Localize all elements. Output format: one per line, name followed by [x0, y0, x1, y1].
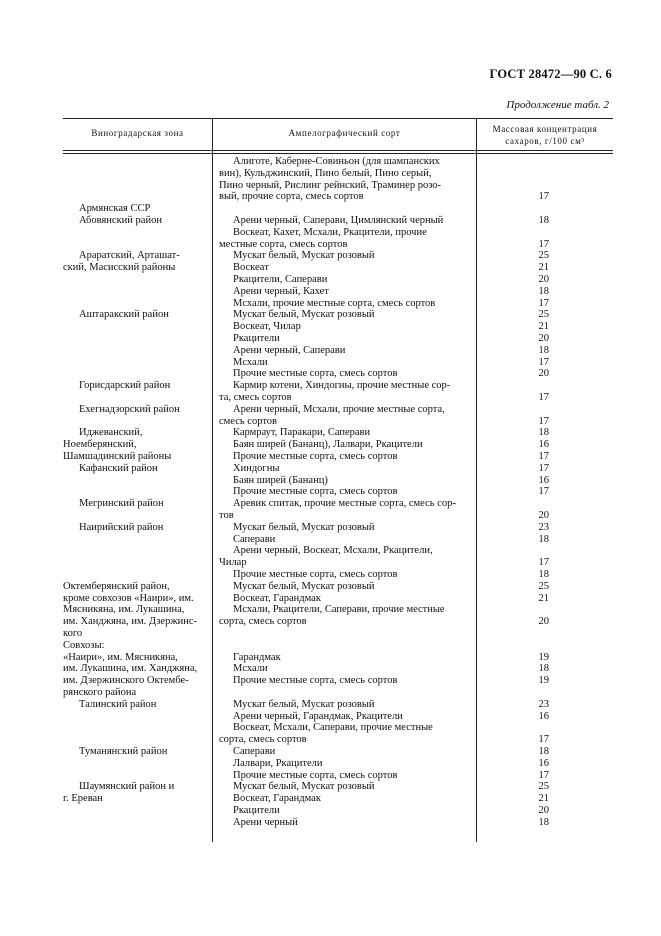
- table-cell-variety: тов: [219, 510, 234, 521]
- table-cell-variety: Прочие местные сорта, смесь сортов: [233, 569, 398, 580]
- header-bottom-border-double: [63, 153, 613, 154]
- table-cell-variety: та, смесь сортов: [219, 392, 292, 403]
- table-cell-sugar: 18: [538, 816, 549, 828]
- table-cell-variety: Мсхали: [233, 356, 268, 368]
- table-cell-zone: Туманянский район: [79, 746, 168, 757]
- table-cell-zone: г. Ереван: [63, 793, 103, 805]
- table-cell-variety: Воскеат, Кахет, Мсхали, Ркацители, прочие: [233, 226, 427, 238]
- table-cell-zone: кого: [63, 628, 83, 639]
- table-cell-sugar: 18: [538, 215, 549, 226]
- table-cell-variety: Прочие местные сорта, смесь сортов: [233, 451, 398, 462]
- table-cell-sugar: 17: [538, 415, 549, 427]
- table-cell-variety: Мускат белый, Мускат розовый: [233, 309, 375, 321]
- table-cell-sugar: 19: [538, 651, 549, 663]
- table-cell-variety: Лалвари, Ркацители: [233, 757, 323, 769]
- table-cell-sugar: 18: [538, 746, 549, 757]
- table-cell-variety: Кармир котени, Хиндогны, прочие местные сор-: [233, 380, 451, 392]
- table-cell-zone: Мегринский район: [79, 498, 164, 510]
- table-cell-sugar: 18: [538, 344, 549, 356]
- table-cell-variety: Мускат белый, Мускат розовый: [233, 698, 375, 710]
- header-bottom-border: [63, 150, 613, 151]
- table-cell-variety: Ркацители: [233, 333, 280, 344]
- table-cell-variety: Пино черный, Рислинг рейнский, Траминер розо-: [219, 179, 442, 191]
- table-cell-sugar: 25: [538, 580, 549, 592]
- table-cell-variety: Саперави: [233, 746, 276, 757]
- table-cell-variety: Мускат белый, Мускат розовый: [233, 521, 375, 533]
- table-cell-variety: Мсхали, Ркацители, Саперави, прочие местные: [233, 604, 445, 616]
- table-cell-sugar: 20: [538, 616, 549, 628]
- table-cell-variety: Арени черный, Мсхали, прочие местные сорта,: [233, 403, 445, 415]
- column-header-variety: Ампелографический сорт: [288, 128, 401, 138]
- table-cell-variety: Мускат белый, Мускат розовый: [233, 781, 375, 793]
- table-cell-zone: Шамшадинский районы: [63, 451, 172, 462]
- table-cell-variety: местные сорта, смесь сортов: [219, 238, 348, 250]
- table-cell-sugar: 25: [538, 250, 549, 262]
- table-cell-variety: Саперави: [233, 533, 276, 545]
- table-cell-sugar: 20: [538, 274, 549, 285]
- table-cell-variety: смесь сортов: [219, 415, 277, 427]
- table-cell-variety: Воскеат, Мсхали, Саперави, прочие местные: [233, 722, 433, 734]
- table-cell-variety: Кармраут, Паракари, Саперави: [233, 427, 371, 439]
- table-cell-sugar: 20: [538, 510, 549, 521]
- table-cell-sugar: 17: [538, 297, 549, 309]
- table-cell-sugar: 17: [538, 191, 549, 203]
- table-cell-sugar: 23: [538, 698, 549, 710]
- table-cell-variety: Мсхали, прочие местные сорта, смесь сортов: [233, 297, 436, 309]
- table-cell-variety: Баян ширей (Бананц): [233, 474, 328, 486]
- table-cell-sugar: 17: [538, 356, 549, 368]
- table-cell-sugar: 21: [538, 321, 549, 333]
- table-cell-sugar: 17: [538, 486, 549, 498]
- table-cell-zone: Горисдарский район: [79, 380, 171, 392]
- document-title: ГОСТ 28472—90 С. 6: [489, 67, 612, 81]
- table-cell-zone: Кафанский район: [79, 462, 158, 474]
- table-cell-zone: «Наири», им. Мясникяна,: [63, 651, 178, 663]
- table-cell-sugar: 16: [538, 710, 549, 722]
- table-cell-sugar: 20: [538, 333, 549, 344]
- table-cell-zone: рянского района: [63, 687, 137, 698]
- table-cell-zone: Ноемберянский,: [63, 439, 137, 451]
- table-cell-variety: сорта, смесь сортов: [219, 734, 307, 746]
- table-cell-sugar: 18: [538, 569, 549, 580]
- table-cell-variety: Воскеат, Гарандмак: [233, 793, 321, 805]
- table-cell-zone: Шаумянский район и: [79, 781, 175, 793]
- table-cell-zone: им. Дзержинского Октембе-: [63, 675, 189, 687]
- table-cell-variety: Воскеат, Гарандмак: [233, 592, 321, 604]
- table-cell-variety: Прочие местные сорта, смесь сортов: [233, 368, 398, 380]
- table-cell-variety: сорта, смесь сортов: [219, 616, 307, 628]
- table-cell-variety: вин), Кульджинский, Пино белый, Пино серый,: [219, 167, 432, 179]
- table-cell-variety: Аревик спитак, прочие местные сорта, смесь сор-: [233, 498, 456, 510]
- table-cell-sugar: 21: [538, 793, 549, 805]
- table-cell-variety: Прочие местные сорта, смесь сортов: [233, 675, 398, 687]
- table-cell-variety: Ркацители, Саперави: [233, 274, 328, 285]
- table-cell-zone: Совхозы:: [63, 639, 105, 651]
- table-cell-variety: Мускат белый, Мускат розовый: [233, 580, 375, 592]
- table-cell-variety: Прочие местные сорта, смесь сортов: [233, 769, 398, 781]
- table-cell-zone: Мясникяна, им. Лукашина,: [63, 604, 185, 616]
- table-cell-sugar: 18: [538, 285, 549, 297]
- table-cell-zone: им. Лукашина, им. Ханджяна,: [63, 663, 198, 675]
- table-cell-zone: Армянская ССР: [79, 203, 151, 215]
- table-cell-zone: Абовянский район: [79, 215, 162, 226]
- table-cell-zone: кроме совхозов «Наири», им.: [63, 592, 194, 604]
- table-cell-sugar: 16: [538, 474, 549, 486]
- table-cell-sugar: 18: [538, 663, 549, 675]
- table-cell-sugar: 23: [538, 521, 549, 533]
- table-cell-zone: Наирийский район: [79, 521, 164, 533]
- table-continuation-label: Продолжение табл. 2: [506, 99, 609, 111]
- table-cell-sugar: 20: [538, 368, 549, 380]
- table-cell-variety: Арени черный: [233, 816, 298, 828]
- table-cell-sugar: 17: [538, 462, 549, 474]
- table-cell-zone: Ехегнадзорский район: [79, 403, 180, 415]
- table-cell-variety: вый, прочие сорта, смесь сортов: [219, 191, 364, 203]
- table-cell-sugar: 17: [538, 392, 549, 403]
- table-cell-variety: Арени черный, Саперави, Цимлянский черный: [233, 215, 444, 226]
- column-divider-zone: [212, 118, 213, 842]
- table-cell-variety: Воскеат, Чилар: [233, 321, 301, 333]
- table-cell-zone: Аштаракский район: [79, 309, 169, 321]
- table-cell-variety: Арени черный, Гарандмак, Ркацители: [233, 710, 403, 722]
- table-cell-sugar: 21: [538, 592, 549, 604]
- table-cell-variety: Чилар: [219, 557, 247, 569]
- table-cell-sugar: 16: [538, 439, 549, 451]
- table-cell-sugar: 17: [538, 557, 549, 569]
- table-cell-sugar: 25: [538, 781, 549, 793]
- table-cell-variety: Алиготе, Каберне-Совиньон (для шампанских: [233, 156, 440, 167]
- column-header-sugar-line-1: Массовая концентрация: [492, 124, 598, 134]
- table-cell-variety: Арени черный, Кахет: [233, 285, 329, 297]
- table-cell-variety: Мсхали: [233, 663, 268, 675]
- table-cell-zone: Октемберянский район,: [63, 580, 170, 592]
- table-cell-sugar: 16: [538, 757, 549, 769]
- table-cell-sugar: 18: [538, 533, 549, 545]
- table-cell-sugar: 17: [538, 734, 549, 746]
- table-cell-variety: Баян ширей (Бананц), Лалвари, Ркацители: [233, 439, 423, 451]
- table-cell-zone: Араратский, Арташат-: [79, 250, 180, 262]
- table-cell-variety: Хиндогны: [233, 462, 280, 474]
- table-cell-variety: Воскеат: [233, 262, 269, 274]
- table-cell-sugar: 21: [538, 262, 549, 274]
- table-cell-zone: Талинский район: [79, 698, 157, 710]
- table-cell-zone: Иджеванский,: [79, 427, 143, 439]
- table-cell-sugar: 25: [538, 309, 549, 321]
- table-cell-sugar: 19: [538, 675, 549, 687]
- table-cell-variety: Ркацители: [233, 805, 280, 816]
- table-cell-variety: Прочие местные сорта, смесь сортов: [233, 486, 398, 498]
- table-cell-variety: Мускат белый, Мускат розовый: [233, 250, 375, 262]
- table-cell-variety: Арени черный, Саперави: [233, 344, 346, 356]
- table-cell-sugar: 17: [538, 451, 549, 462]
- column-header-sugar: [477, 123, 613, 147]
- table-cell-variety: Гарандмак: [233, 651, 281, 663]
- table-cell-sugar: 20: [538, 805, 549, 816]
- column-header-zone: Виноградарская зона: [91, 128, 184, 138]
- table-top-border: [63, 118, 613, 119]
- table-cell-sugar: 17: [538, 238, 549, 250]
- table-cell-variety: Арени черный, Воскеат, Мсхали, Ркацители,: [233, 545, 433, 557]
- column-divider-variety: [476, 118, 477, 842]
- table-cell-sugar: 18: [538, 427, 549, 439]
- table-cell-sugar: 17: [538, 769, 549, 781]
- table-cell-zone: им. Ханджяна, им. Дзержинс-: [63, 616, 197, 628]
- table-cell-zone: ский, Масисский районы: [63, 262, 176, 274]
- column-header-sugar-line-2: сахаров, г/100 см³: [505, 136, 585, 146]
